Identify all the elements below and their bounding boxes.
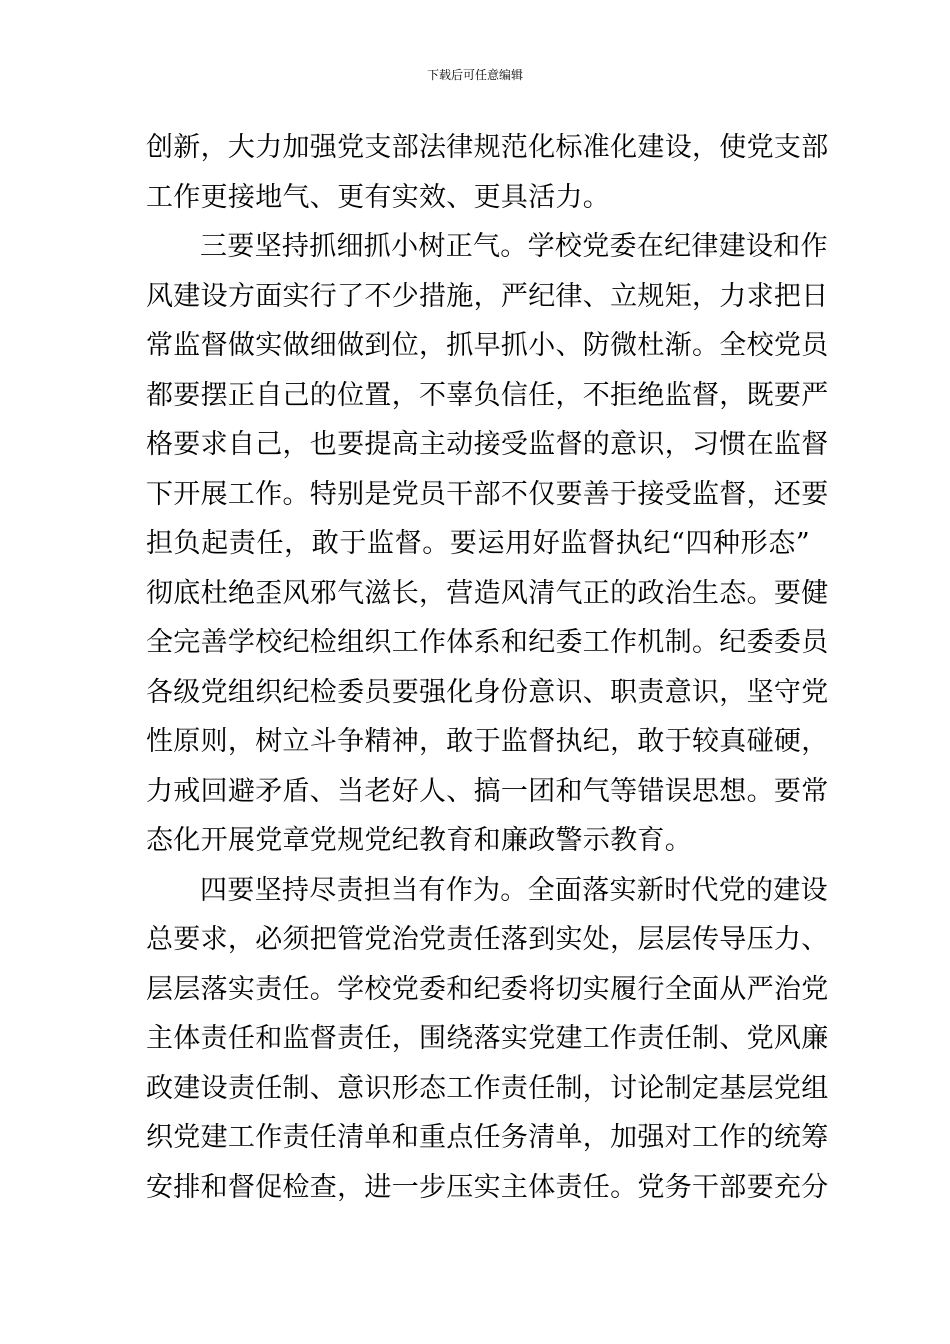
text-line: 担负起责任，敢于监督。要运用好监督执纪“四种形态” [146, 528, 810, 559]
text-line: 态化开展党章党规党纪教育和廉政警示教育。 [146, 825, 692, 856]
text-line: 工作更接地气、更有实效、更具活力。 [146, 181, 611, 213]
text-line: 力戒回避矛盾、当老好人、搞一团和气等错误思想。要常 [146, 775, 829, 807]
text-line: 织党建工作责任清单和重点任务清单，加强对工作的统筹 [146, 1122, 829, 1153]
body-text [146, 123, 829, 1212]
text-line: 安排和督促检查，进一步压实主体责任。党务干部要充分 [146, 1171, 829, 1203]
text-line: 常监督做实做细做到位，抓早抓小、防微杜渐。全校党员 [146, 330, 829, 361]
text-line: 下开展工作。特别是党员干部不仅要善于接受监督，还要 [146, 478, 829, 510]
text-line: 四要坚持尽责担当有作为。全面落实新时代党的建设 [200, 874, 828, 906]
text-line: 全完善学校纪检组织工作体系和纪委工作机制。纪委委员 [146, 627, 829, 658]
header-note: 下载后可任意编辑 [426, 68, 523, 82]
text-line: 格要求自己，也要提高主动接受监督的意识，习惯在监督 [146, 429, 829, 460]
text-line: 创新，大力加强党支部法律规范化标准化建设，使党支部 [146, 132, 829, 163]
text-line: 都要摆正自己的位置，不辜负信任，不拒绝监督，既要严 [146, 379, 829, 411]
text-line: 各级党组织纪检委员要强化身份意识、职责意识，坚守党 [146, 676, 829, 708]
text-line: 总要求，必须把管党治党责任落到实处，层层传导压力、 [146, 924, 829, 955]
text-line: 风建设方面实行了不少措施，严纪律、立规矩，力求把日 [146, 280, 829, 312]
text-line: 三要坚持抓细抓小树正气。学校党委在纪律建设和作 [200, 231, 828, 262]
text-line: 层层落实责任。学校党委和纪委将切实履行全面从严治党 [146, 973, 829, 1005]
text-line: 性原则，树立斗争精神，敢于监督执纪，敢于较真碰硬， [146, 726, 829, 757]
text-line: 政建设责任制、意识形态工作责任制，讨论制定基层党组 [146, 1072, 829, 1104]
text-line: 彻底杜绝歪风邪气滋长，营造风清气正的政治生态。要健 [146, 577, 829, 609]
text-line: 主体责任和监督责任，围绕落实党建工作责任制、党风廉 [146, 1023, 829, 1054]
